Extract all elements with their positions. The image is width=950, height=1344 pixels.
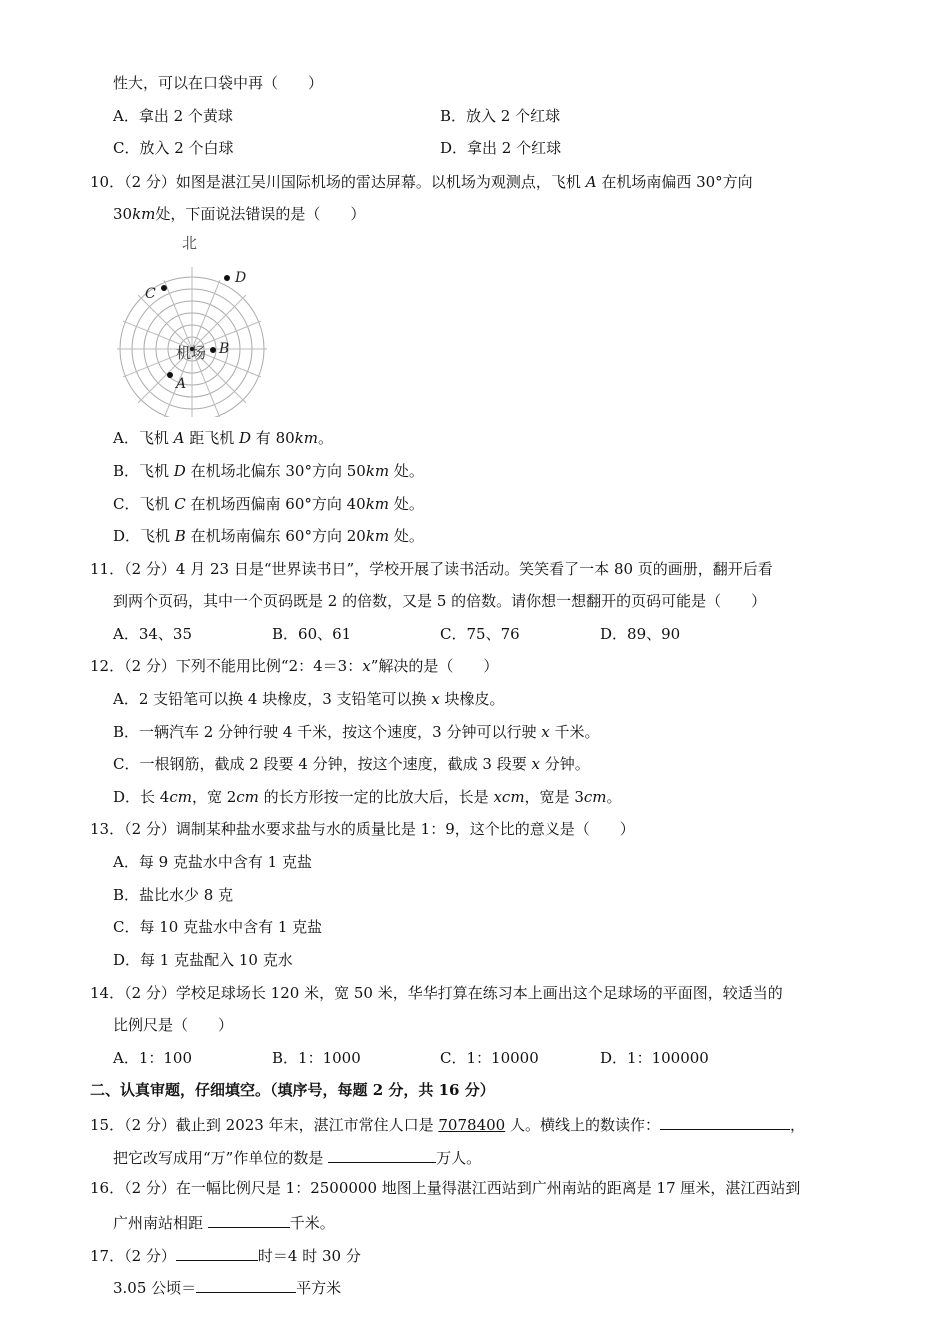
q11-option-d[interactable]: D．89、90 — [600, 625, 681, 643]
q11-option-a[interactable]: A．34、35 — [113, 625, 193, 643]
q17-number: 17． — [90, 1247, 125, 1265]
radar-label-c: C — [145, 286, 156, 302]
q13-option-d[interactable]: D．每 1 克盐配入 10 克水 — [113, 951, 293, 969]
q10-option-b[interactable]: B．飞机 D 在机场北偏东 30°方向 50km 处。 — [113, 462, 424, 480]
radar-north-label: 北 — [182, 234, 198, 252]
q15-wan-blank[interactable] — [328, 1146, 436, 1163]
q16-question: 16．（2 分）在一幅比例尺是 1：2500000 地图上量得湛江西站到广州南站的距离是 17 厘米，湛江西站到 — [90, 1179, 801, 1197]
q14-question: 14．（2 分）学校足球场长 120 米，宽 50 米，华华打算在练习本上画出这个足球场的平面图，较适当的 — [90, 984, 783, 1002]
section-2-title: 二、认真审题，仔细填空。（填序号，每题 2 分，共 16 分） — [90, 1081, 495, 1099]
q14-question-line2: 比例尺是（ ） — [113, 1016, 234, 1034]
q9-continuation: 性大，可以在口袋中再（ ） — [113, 74, 324, 92]
q14-option-a[interactable]: A．1：100 — [113, 1049, 193, 1067]
q13-option-a[interactable]: A．每 9 克盐水中含有 1 克盐 — [113, 853, 312, 871]
q10-option-c[interactable]: C．飞机 C 在机场西偏南 60°方向 40km 处。 — [113, 495, 424, 513]
q11-number: 11． — [90, 560, 125, 578]
q11-option-c[interactable]: C．75、76 — [440, 625, 520, 643]
q9-option-b[interactable]: B．放入 2 个红球 — [440, 107, 561, 125]
q11-option-b[interactable]: B．60、61 — [272, 625, 352, 643]
q14-number: 14． — [90, 984, 125, 1002]
q14-option-d[interactable]: D．1：100000 — [600, 1049, 709, 1067]
q12-number: 12． — [90, 657, 125, 675]
radar-label-d: D — [235, 270, 247, 286]
q17-area-blank[interactable] — [196, 1276, 296, 1293]
radar-point-c — [161, 285, 167, 291]
q15-question: 15．（2 分）截止到 2023 年末，湛江市常住人口是 7078400 人。横线上的数读作： ， — [90, 1113, 805, 1135]
q15-population-number: 7078400 — [438, 1116, 506, 1134]
q15-read-blank[interactable] — [660, 1113, 790, 1130]
radar-spokes — [117, 267, 267, 417]
q12-question: 12．（2 分）下列不能用比例“2：4＝3：x”解决的是（ ） — [90, 657, 499, 675]
q17-question-line2: 3.05 公顷＝ 平方米 — [113, 1276, 341, 1298]
radar-point-b — [210, 347, 216, 353]
q16-distance-blank[interactable] — [208, 1211, 290, 1228]
q12-option-d[interactable]: D．长 4cm，宽 2cm 的长方形按一定的比放大后，长是 xcm，宽是 3cm。 — [113, 788, 622, 806]
q9-option-c[interactable]: C．放入 2 个白球 — [113, 139, 234, 157]
q10-question-line2: 30km处，下面说法错误的是（ ） — [113, 205, 366, 223]
q17-hours-blank[interactable] — [176, 1244, 258, 1261]
q13-question: 13．（2 分）调制某种盐水要求盐与水的质量比是 1：9，这个比的意义是（ ） — [90, 820, 635, 838]
q10-question: 10．（2 分）如图是湛江吴川国际机场的雷达屏幕。以机场为观测点，飞机 A 在机场南偏西 30°方向 — [90, 173, 753, 191]
radar-point-a — [167, 372, 173, 378]
q15-question-line2: 把它改写成用“万”作单位的数是 万人。 — [113, 1146, 481, 1168]
q14-option-b[interactable]: B．1：1000 — [272, 1049, 361, 1067]
q12-option-a[interactable]: A．2 支铅笔可以换 4 块橡皮，3 支铅笔可以换 x 块橡皮。 — [113, 690, 505, 708]
q11-question-line2: 到两个页码，其中一个页码既是 2 的倍数，又是 5 的倍数。请你想一想翻开的页码可能是（ ） — [113, 592, 767, 610]
q11-question: 11．（2 分）4 月 23 日是“世界读书日”，学校开展了读书活动。笑笑看了一本 80 页的画册，翻开后看 — [90, 560, 773, 578]
radar-label-b: B — [219, 341, 230, 357]
q14-option-c[interactable]: C．1：10000 — [440, 1049, 539, 1067]
q10-number: 10． — [90, 173, 125, 191]
q9-option-d[interactable]: D．拿出 2 个红球 — [440, 139, 562, 157]
q15-number: 15． — [90, 1116, 125, 1134]
radar-label-a: A — [176, 376, 187, 392]
q10-option-d[interactable]: D．飞机 B 在机场南偏东 60°方向 20km 处。 — [113, 527, 424, 545]
radar-point-d — [224, 275, 230, 281]
q16-number: 16． — [90, 1179, 125, 1197]
q13-option-c[interactable]: C．每 10 克盐水中含有 1 克盐 — [113, 918, 323, 936]
radar-center-label: 机场 — [176, 344, 207, 362]
q10-option-a[interactable]: A．飞机 A 距飞机 D 有 80km。 — [113, 429, 333, 447]
radar-figure — [112, 232, 272, 417]
q12-option-c[interactable]: C．一根钢筋，截成 2 段要 4 分钟，按这个速度，截成 3 段要 x 分钟。 — [113, 755, 590, 773]
q16-question-line2: 广州南站相距 千米。 — [113, 1211, 335, 1233]
q17-question: 17．（2 分） 时＝4 时 30 分 — [90, 1244, 361, 1266]
q13-number: 13． — [90, 820, 125, 838]
q9-option-a[interactable]: A．拿出 2 个黄球 — [113, 107, 233, 125]
q13-option-b[interactable]: B．盐比水少 8 克 — [113, 886, 234, 904]
q12-option-b[interactable]: B．一辆汽车 2 分钟行驶 4 千米，按这个速度，3 分钟可以行驶 x 千米。 — [113, 723, 600, 741]
